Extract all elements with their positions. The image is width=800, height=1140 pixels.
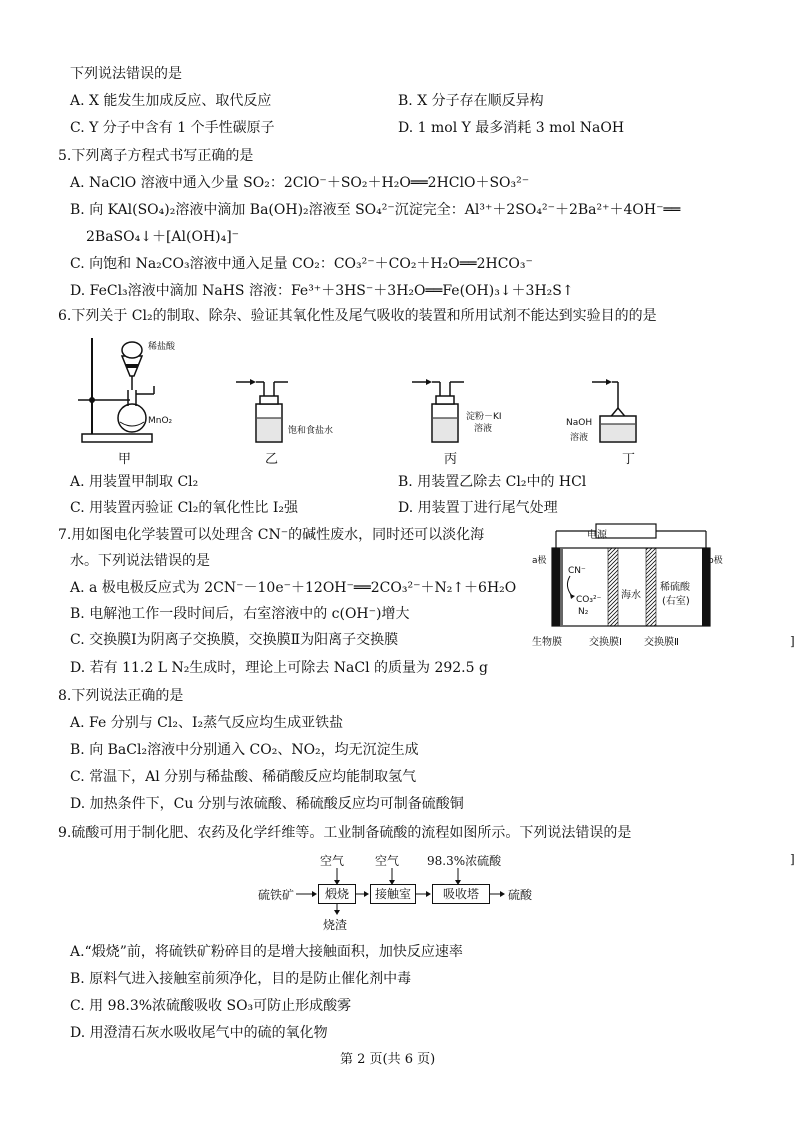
label-cn-ion: CN⁻ [568,566,586,576]
electrolysis-cell-diagram [528,524,728,630]
q8-option-c: C. 常温下，Al 分别与稀盐酸、稀硝酸反应均能制取氢气 [70,769,417,785]
scan-mark: ] [790,634,795,648]
q5-option-b: B. 向 KAl(SO₄)₂溶液中滴加 Ba(OH)₂溶液至 SO₄²⁻沉淀完全：Al³⁺＋2SO₄²⁻＋2Ba²⁺＋4OH⁻══ [70,202,681,218]
q9-option-d: D. 用澄清石灰水吸收尾气中的硫的氧化物 [70,1025,328,1041]
q4-stem: 下列说法错误的是 [70,66,182,82]
q5-stem: 5.下列离子方程式书写正确的是 [58,148,254,164]
label-power-supply: 电源 [587,530,607,541]
q8-stem: 8.下列说法正确的是 [58,688,184,704]
q4-option-c: C. Y 分子中含有 1 个手性碳原子 [70,120,275,136]
flow-product: 硫酸 [508,888,533,902]
label-starch-ki-2: 溶液 [474,424,493,434]
q7-option-b: B. 电解池工作一段时间后，右室溶液中的 c(OH⁻)增大 [70,606,410,622]
q4-option-b: B. X 分子存在顺反异构 [398,93,544,109]
label-naoh-1: NaOH [566,418,593,428]
apparatus-ding [590,376,650,446]
q4-option-d: D. 1 mol Y 最多消耗 3 mol NaOH [398,120,625,136]
q8-option-d: D. 加热条件下，Cu 分别与浓硫酸、稀硫酸反应均可制备硫酸铜 [70,796,464,812]
q6-stem: 6.下列关于 Cl₂的制取、除杂、验证其氧化性及尾气吸收的装置和所用试剂不能达到实验目的的是 [58,308,657,324]
q8-option-a: A. Fe 分别与 Cl₂、I₂蒸气反应均生成亚铁盐 [70,715,344,731]
label-mno2: MnO₂ [148,416,173,426]
label-membrane-1: 交换膜Ⅰ [589,637,622,648]
label-a-pole: a极 [532,556,547,566]
q9-option-a: A.“煅烧”前，将硫铁矿粉碎目的是增大接触面积，加快反应速率 [70,944,463,960]
q5-option-b-cont: 2BaSO₄↓＋[Al(OH)₄]⁻ [86,229,240,245]
q9-option-c: C. 用 98.3%浓硫酸吸收 SO₃可防止形成酸雾 [70,998,352,1014]
flow-pyrite: 硫铁矿 [258,888,295,902]
scan-mark: ] [790,852,795,866]
label-b-pole: b极 [708,556,723,566]
flow-box-contact: 接触室 [370,884,416,904]
label-seawater: 海水 [621,590,641,601]
label-starch-ki-1: 淀粉－KI [466,412,502,422]
flow-air-2: 空气 [375,854,400,868]
caption-yi: 乙 [265,452,279,467]
q9-stem: 9.硫酸可用于制化肥、农药及化学纤维等。工业制备硫酸的流程如图所示。下列说法错误的是 [58,825,632,841]
q4-option-a: A. X 能发生加成反应、取代反应 [70,93,272,109]
q7-stem-line2: 水。下列说法错误的是 [70,553,210,569]
flow-air-1: 空气 [320,854,345,868]
q6-option-d: D. 用装置丁进行尾气处理 [398,500,558,516]
label-right-chamber: (右室) [662,596,690,607]
label-n2: N₂ [578,607,589,617]
label-biofilm: 生物膜 [532,637,562,648]
q5-option-a: A. NaClO 溶液中通入少量 SO₂：2ClO⁻＋SO₂＋H₂O══2HClO＋SO₃²⁻ [70,175,530,191]
q6-option-a: A. 用装置甲制取 Cl₂ [70,474,199,490]
q7-option-c: C. 交换膜Ⅰ为阴离子交换膜，交换膜Ⅱ为阳离子交换膜 [70,632,399,648]
flow-conc-acid: 98.3%浓硫酸 [427,854,502,868]
caption-ding: 丁 [622,452,636,467]
label-naoh-2: 溶液 [570,433,589,443]
q9-option-b: B. 原料气进入接触室前须净化，目的是防止催化剂中毒 [70,971,412,987]
label-co3-ion: CO₃²⁻ [576,595,602,605]
q8-option-b: B. 向 BaCl₂溶液中分别通入 CO₂、NO₂，均无沉淀生成 [70,742,419,758]
q5-option-d: D. FeCl₃溶液中滴加 NaHS 溶液：Fe³⁺＋3HS⁻＋3H₂O══Fe(OH)₃↓＋3H₂S↑ [70,283,574,299]
page-footer: 第 2 页(共 6 页) [340,1052,436,1067]
caption-jia: 甲 [118,452,132,467]
q6-option-b: B. 用装置乙除去 Cl₂中的 HCl [398,474,587,490]
flow-box-absorb: 吸收塔 [432,884,490,904]
q7-option-a: A. a 极电极反应式为 2CN⁻－10e⁻＋12OH⁻══2CO₃²⁻＋N₂↑＋6H₂O [70,580,517,596]
caption-bing: 丙 [444,452,458,467]
q7-option-d: D. 若有 11.2 L N₂生成时，理论上可除去 NaCl 的质量为 292.5 g [70,660,488,676]
label-membrane-2: 交换膜Ⅱ [644,637,679,648]
flow-box-calcine: 煅烧 [318,884,356,904]
label-brine: 饱和食盐水 [288,426,334,436]
flow-slag: 烧渣 [323,918,348,932]
q5-option-c: C. 向饱和 Na₂CO₃溶液中通入足量 CO₂：CO₃²⁻＋CO₂＋H₂O══2HCO₃⁻ [70,256,533,272]
q6-option-c: C. 用装置丙验证 Cl₂的氧化性比 I₂强 [70,500,298,516]
q7-stem-line1: 7.用如图电化学装置可以处理含 CN⁻的碱性废水，同时还可以淡化海 [58,527,485,543]
label-dilute-sulfuric: 稀硫酸 [660,582,690,593]
label-dilute-hcl: 稀盐酸 [148,342,176,352]
